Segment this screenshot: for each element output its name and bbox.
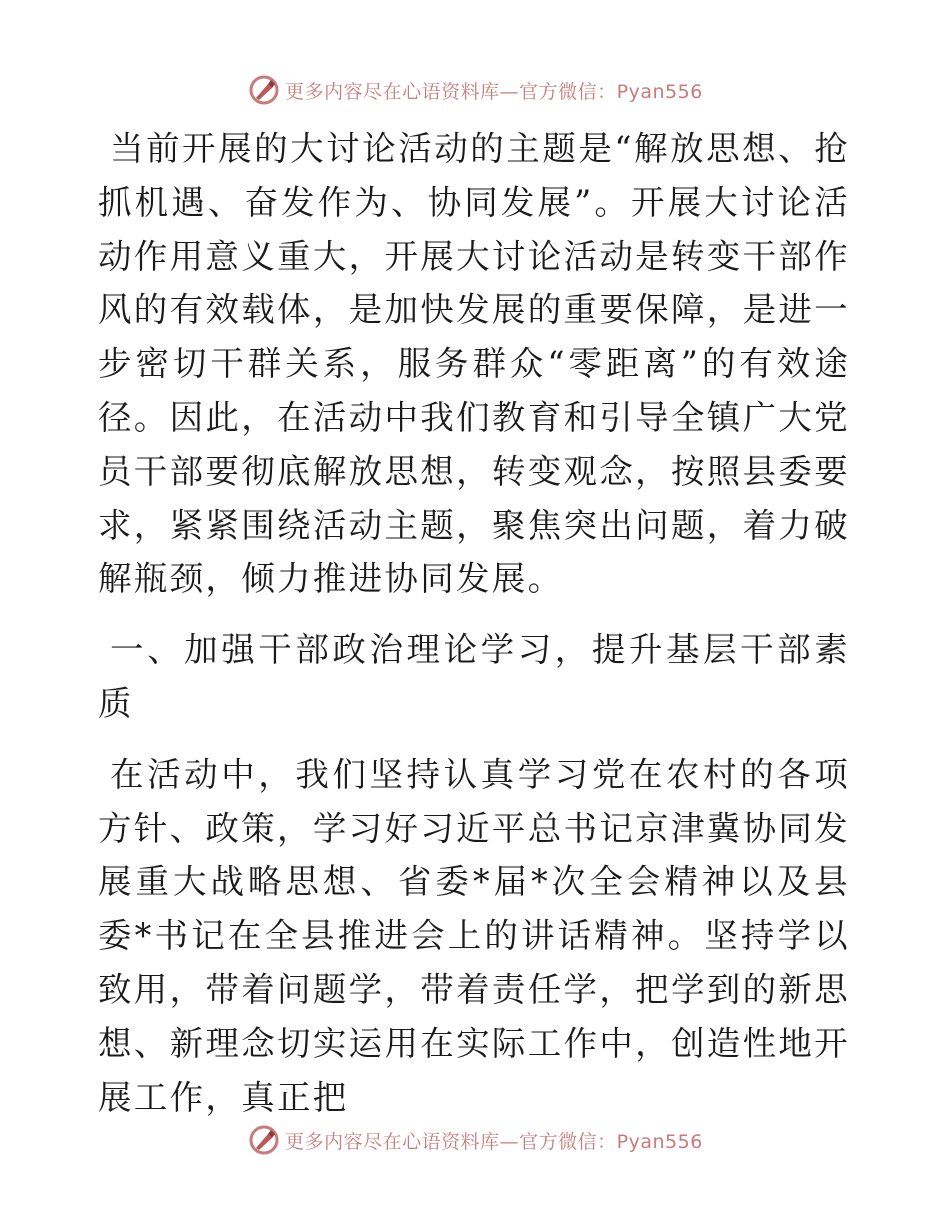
watermark-text: 更多内容尽在心语资料库—官方微信：Pyan556 xyxy=(285,80,703,103)
pen-nib-circle-icon xyxy=(247,73,281,107)
paragraph-intro: 当前开展的大讨论活动的主题是“解放思想、抢抓机遇、奋发作为、协同发展”。开展大讨论活动作用意义重大，开展大讨论活动是转变干部作风的有效载体，是加快发展的重要保障，是进一步密切干群关系，服务群众“零距离”的有效途径。因此，在活动中我们教育和引导全镇广大党员干部要彻底解放思想，转变观念，按照县委要求，紧紧围绕活动主题，聚焦突出问题，着力破解瓶颈，倾力推进协同发展。 xyxy=(98,129,850,599)
footer-watermark xyxy=(0,1120,950,1160)
section-heading: 一、加强干部政治理论学习，提升基层干部素质 xyxy=(98,630,850,723)
document-body xyxy=(98,122,850,1124)
watermark-text: 更多内容尽在心语资料库—官方微信：Pyan556 xyxy=(285,1130,703,1153)
header-watermark xyxy=(0,70,950,110)
pen-nib-circle-icon xyxy=(247,1123,281,1157)
paragraph-section-1: 在活动中，我们坚持认真学习党在农村的各项方针、政策，学习好习近平总书记京津冀协同发展重大战略思想、省委*届*次全会精神以及县委*书记在全县推进会上的讲话精神。坚持学以致用，带着问题学，带着责任学，把学到的新思想、新理念切实运用在实际工作中，创造性地开展工作，真正把 xyxy=(98,754,850,1117)
